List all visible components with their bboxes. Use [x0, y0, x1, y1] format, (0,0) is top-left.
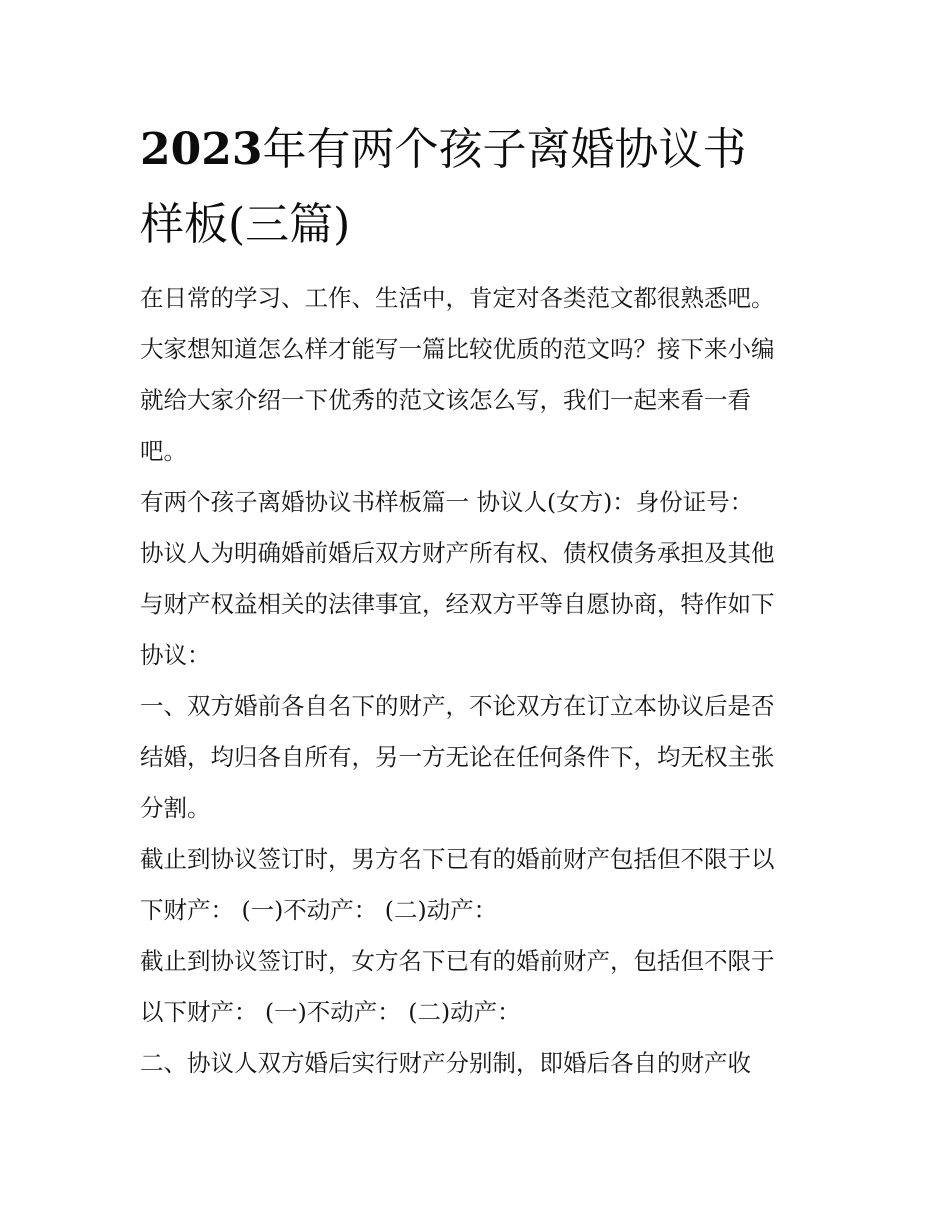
paragraph	[140, 936, 830, 1038]
paragraph-line: 结婚，均归各自所有，另一方无论在任何条件下，均无权主张	[140, 743, 775, 771]
paragraph-line: 以下财产： (一)不动产： (二)动产：	[140, 998, 521, 1026]
paragraph	[140, 477, 830, 528]
paragraph	[140, 1038, 830, 1089]
paragraph-line: 大家想知道怎么样才能写一篇比较优质的范文吗？接下来小编	[140, 335, 775, 363]
document-title	[140, 112, 830, 262]
document-body	[140, 273, 830, 1089]
paragraph	[140, 528, 830, 681]
paragraph-line: 分割。	[140, 794, 211, 822]
title-line-1	[140, 124, 746, 175]
paragraph-line: 下财产： (一)不动产： (二)动产：	[140, 896, 498, 924]
paragraph-line: 就给大家介绍一下优秀的范文该怎么写，我们一起来看一看	[140, 386, 751, 414]
title-year: 2023	[140, 124, 263, 175]
paragraph-line: 二、协议人双方婚后实行财产分别制，即婚后各自的财产收	[140, 1049, 751, 1077]
paragraph-line: 与财产权益相关的法律事宜，经双方平等自愿协商，特作如下	[140, 590, 775, 618]
paragraph-line: 吧。	[140, 437, 187, 465]
title-line-1-text: 年有两个孩子离婚协议书	[262, 124, 747, 175]
title-line-2: 样板(三篇)	[140, 199, 351, 250]
paragraph	[140, 681, 830, 834]
paragraph-line: 一、双方婚前各自名下的财产，不论双方在订立本协议后是否	[140, 692, 775, 720]
paragraph-line: 协议人为明确婚前婚后双方财产所有权、债权债务承担及其他	[140, 539, 775, 567]
paragraph-line: 有两个孩子离婚协议书样板篇一 协议人(女方)：身份证号：	[140, 488, 754, 516]
paragraph-line: 在日常的学习、工作、生活中，肯定对各类范文都很熟悉吧。	[140, 284, 775, 312]
paragraph-line: 协议：	[140, 641, 211, 669]
paragraph-line: 截止到协议签订时，女方名下已有的婚前财产，包括但不限于	[140, 947, 775, 975]
paragraph	[140, 273, 830, 477]
paragraph-line: 截止到协议签订时，男方名下已有的婚前财产包括但不限于以	[140, 845, 775, 873]
paragraph	[140, 834, 830, 936]
